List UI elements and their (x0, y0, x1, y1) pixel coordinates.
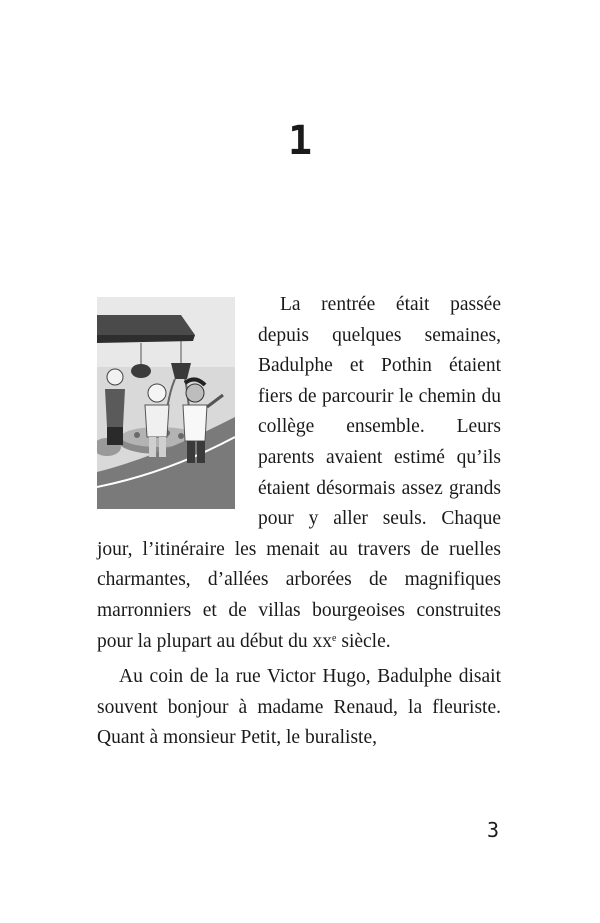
century-superscript: e (332, 632, 337, 644)
body-text (97, 290, 501, 754)
paragraph-1-end: siècle. (336, 630, 391, 652)
paragraph-1-text: La rentrée était passée depuis quelques semaines, Badulphe et Pothin étaient fiers de parcourir le chemin du collège ensemble. Leurs parents avaient estimé qu’ils étaient désormais assez grands pour y aller seuls. Chaque jour, l’itinéraire les menait au travers de ruelles charmantes, d’allées arborées de magnifiques marronniers et de villas bourgeoises construites pour la plupart au début du xx (97, 294, 501, 652)
street-scene-illustration (97, 297, 235, 509)
page-number: 3 (486, 818, 499, 842)
paragraph-2: Au coin de la rue Victor Hugo, Badulphe disait souvent bonjour à madame Renaud, la fleuriste. Quant à monsieur Petit, le buraliste, (97, 666, 501, 749)
chapter-number: 1 (287, 118, 313, 164)
